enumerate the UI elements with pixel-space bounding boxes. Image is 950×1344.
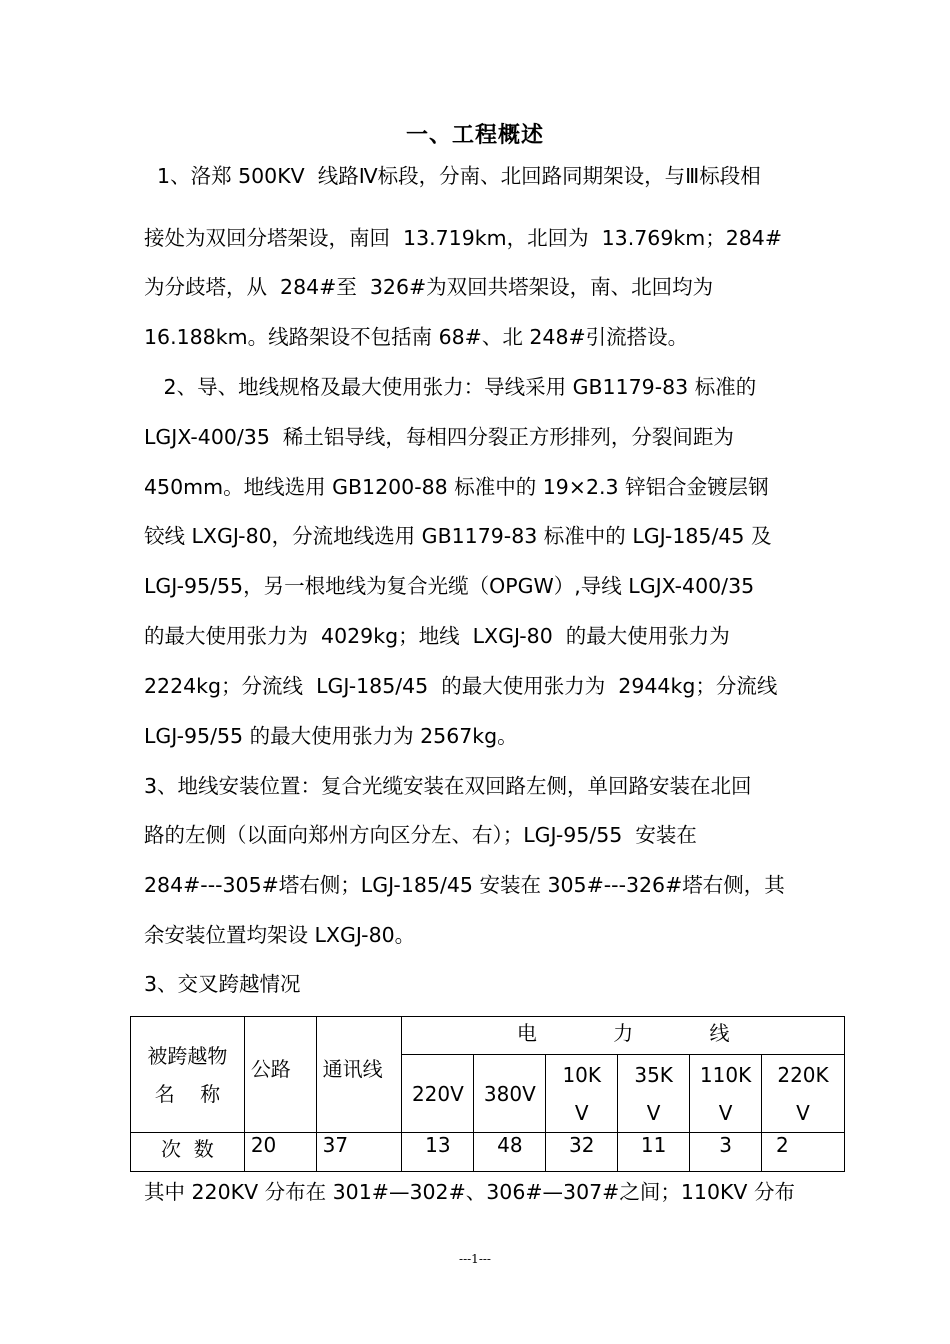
paragraph-line: 铰线 LXGJ-80，分流地线选用 GB1179-83 标准中的 LGJ-185/45 及 [144, 524, 772, 548]
paragraph-line: 其中 220KV 分布在 301#—302#、306#—307#之间；110KV 分布 [144, 1180, 795, 1204]
page-number: ---1--- [459, 1252, 491, 1266]
count-cell: 3 [690, 1133, 762, 1172]
paragraph-line: 16.188km。线路架设不包括南 68#、北 248#引流搭设。 [144, 325, 689, 349]
paragraph-line: 284#---305#塔右侧；LGJ-185/45 安装在 305#---326#塔右侧，其 [144, 873, 785, 897]
count-label: 次 数 [131, 1133, 245, 1172]
count-cell: 48 [474, 1133, 546, 1172]
count-cell: 13 [402, 1133, 474, 1172]
paragraph-line: 3、交叉跨越情况 [144, 972, 301, 996]
count-cell: 32 [546, 1133, 618, 1172]
power-line-header: 电 力 线 [402, 1017, 845, 1055]
count-cell: 11 [618, 1133, 690, 1172]
section-title: 一、工程概述 [405, 123, 544, 148]
telecom-header: 通讯线 [316, 1017, 402, 1133]
voltage-35kv-header: 35K V [618, 1055, 690, 1133]
paragraph-line: LGJ-95/55 的最大使用张力为 2567kg。 [144, 724, 518, 748]
paragraph-line: 450mm。地线选用 GB1200-88 标准中的 19×2.3 锌铝合金镀层钢 [144, 475, 769, 499]
voltage-220v-header: 220V [402, 1055, 474, 1133]
paragraph-line: 路的左侧（以面向郑州方向区分左、右）；LGJ-95/55 安装在 [144, 823, 697, 847]
voltage-380v-header: 380V [474, 1055, 546, 1133]
voltage-220kv-header: 220K V [762, 1055, 845, 1133]
count-cell: 20 [244, 1133, 316, 1172]
paragraph-line: 3、地线安装位置：复合光缆安装在双回路左侧，单回路安装在北回 [144, 774, 752, 798]
paragraph-line: LGJ-95/55，另一根地线为复合光缆（OPGW）,导线 LGJX-400/35 [144, 574, 755, 598]
paragraph-line: LGJX-400/35 稀土铝导线，每相四分裂正方形排列，分裂间距为 [144, 425, 734, 449]
crossing-table [130, 1016, 845, 1172]
paragraph-line: 1、洛郑 500KV 线路Ⅳ标段，分南、北回路同期架设，与Ⅲ标段相 [144, 164, 761, 188]
count-cell: 2 [762, 1133, 845, 1172]
paragraph-line: 2、导、地线规格及最大使用张力：导线采用 GB1179-83 标准的 [144, 375, 757, 399]
paragraph-line: 的最大使用张力为 4029kg；地线 LXGJ-80 的最大使用张力为 [144, 624, 730, 648]
paragraph-line: 接处为双回分塔架设，南回 13.719km，北回为 13.769km；284# [144, 226, 783, 250]
paragraph-line: 2224kg；分流线 LGJ-185/45 的最大使用张力为 2944kg；分流线 [144, 674, 778, 698]
voltage-110kv-header: 110K V [690, 1055, 762, 1133]
crossed-object-header: 被跨越物 名 称 [131, 1017, 245, 1133]
paragraph-line: 为分歧塔，从 284#至 326#为双回共塔架设，南、北回均为 [144, 275, 714, 299]
voltage-10kv-header: 10K V [546, 1055, 618, 1133]
road-header: 公路 [244, 1017, 316, 1133]
paragraph-line: 余安装位置均架设 LXGJ-80。 [144, 923, 416, 947]
count-cell: 37 [316, 1133, 402, 1172]
